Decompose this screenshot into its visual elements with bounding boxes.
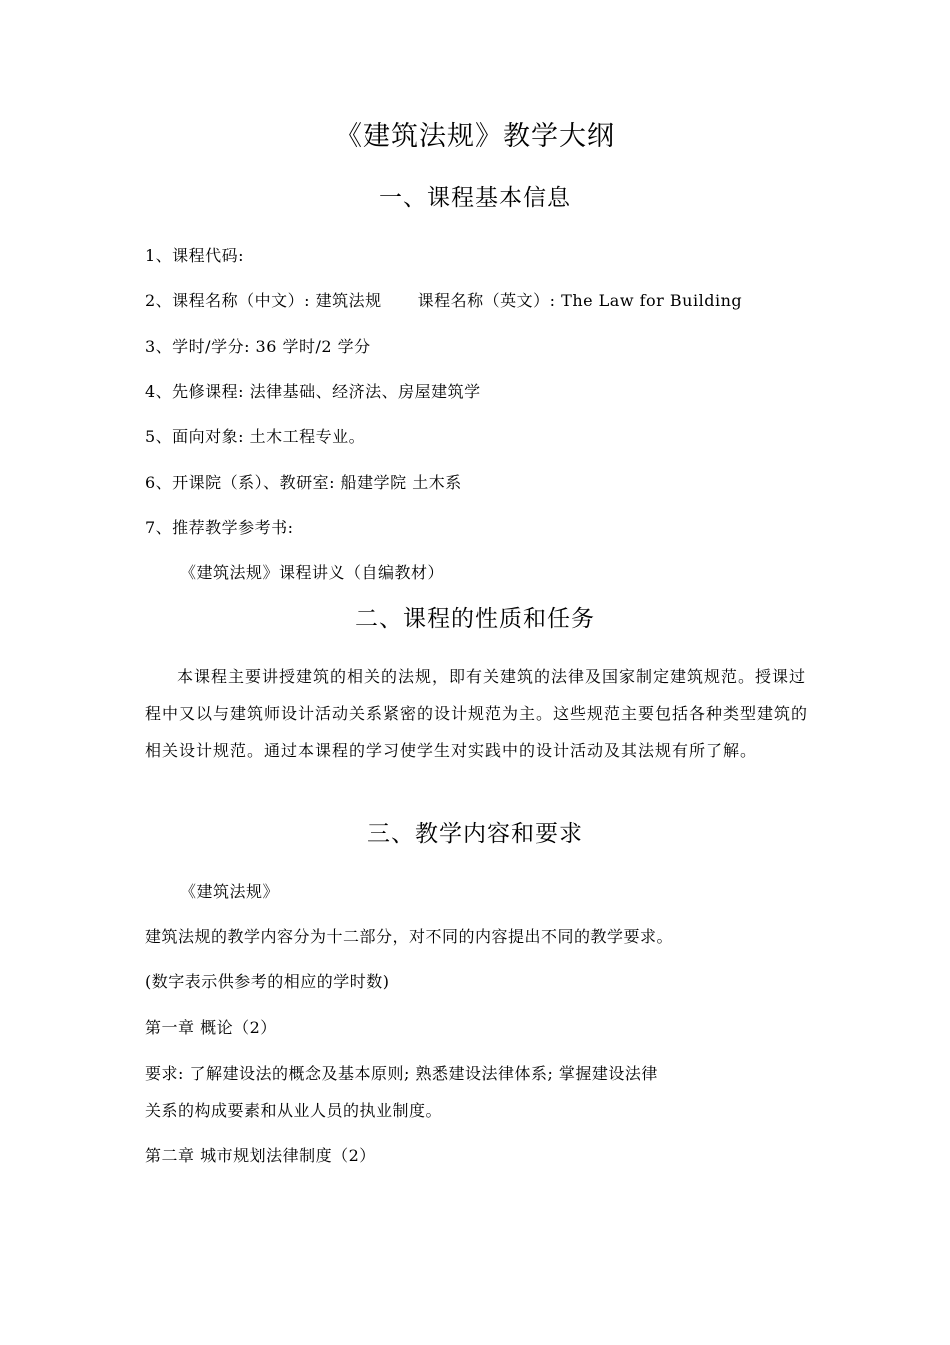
- content-intro: 建筑法规的教学内容分为十二部分，对不同的内容提出不同的教学要求。: [145, 927, 674, 946]
- reference-item: 《建筑法规》课程讲义（自编教材）: [180, 563, 445, 582]
- audience-line: 5、面向对象: 土木工程专业。: [145, 427, 366, 446]
- course-name-cn: 2、课程名称（中文）: 建筑法规: [145, 291, 382, 310]
- nature-paragraph: 本课程主要讲授建筑的相关的法规，即有关建筑的法律及国家制定建筑规范。授课过程中又以与建筑师设计活动关系紧密的设计规范为主。这些规范主要包括各种类型建筑的相关设计规范。通过本课程的学习使学生对实践中的设计活动及其法规有所了解。: [145, 667, 809, 760]
- content-note: (数字表示供参考的相应的学时数): [145, 972, 390, 991]
- document-title: 《建筑法规》教学大纲: [335, 121, 615, 152]
- section-heading-basic-info: 一、课程基本信息: [379, 185, 571, 211]
- content-book-title: 《建筑法规》: [180, 882, 280, 901]
- course-name-line: [145, 290, 742, 312]
- department-line: 6、开课院（系）、教研室: 船建学院 土木系: [145, 473, 462, 492]
- section-heading-nature: 二、课程的性质和任务: [355, 606, 595, 632]
- course-code-line: 1、课程代码:: [145, 246, 245, 265]
- course-name-en: 课程名称（英文）: The Law for Building: [417, 291, 743, 310]
- references-label: 7、推荐教学参考书:: [145, 518, 294, 537]
- section-heading-content: 三、教学内容和要求: [367, 821, 583, 847]
- chapter-1-requirement-line-1: 要求: 了解建设法的概念及基本原则; 熟悉建设法律体系; 掌握建设法律: [145, 1064, 658, 1083]
- prerequisite-line: 4、先修课程: 法律基础、经济法、房屋建筑学: [145, 382, 481, 401]
- chapter-1-requirement-line-2: 关系的构成要素和从业人员的执业制度。: [145, 1101, 443, 1120]
- chapter-1-title: 第一章 概论（2）: [145, 1018, 277, 1037]
- chapter-2-title: 第二章 城市规划法律制度（2）: [145, 1146, 376, 1165]
- course-hours-line: 3、学时/学分: 36 学时/2 学分: [145, 337, 371, 356]
